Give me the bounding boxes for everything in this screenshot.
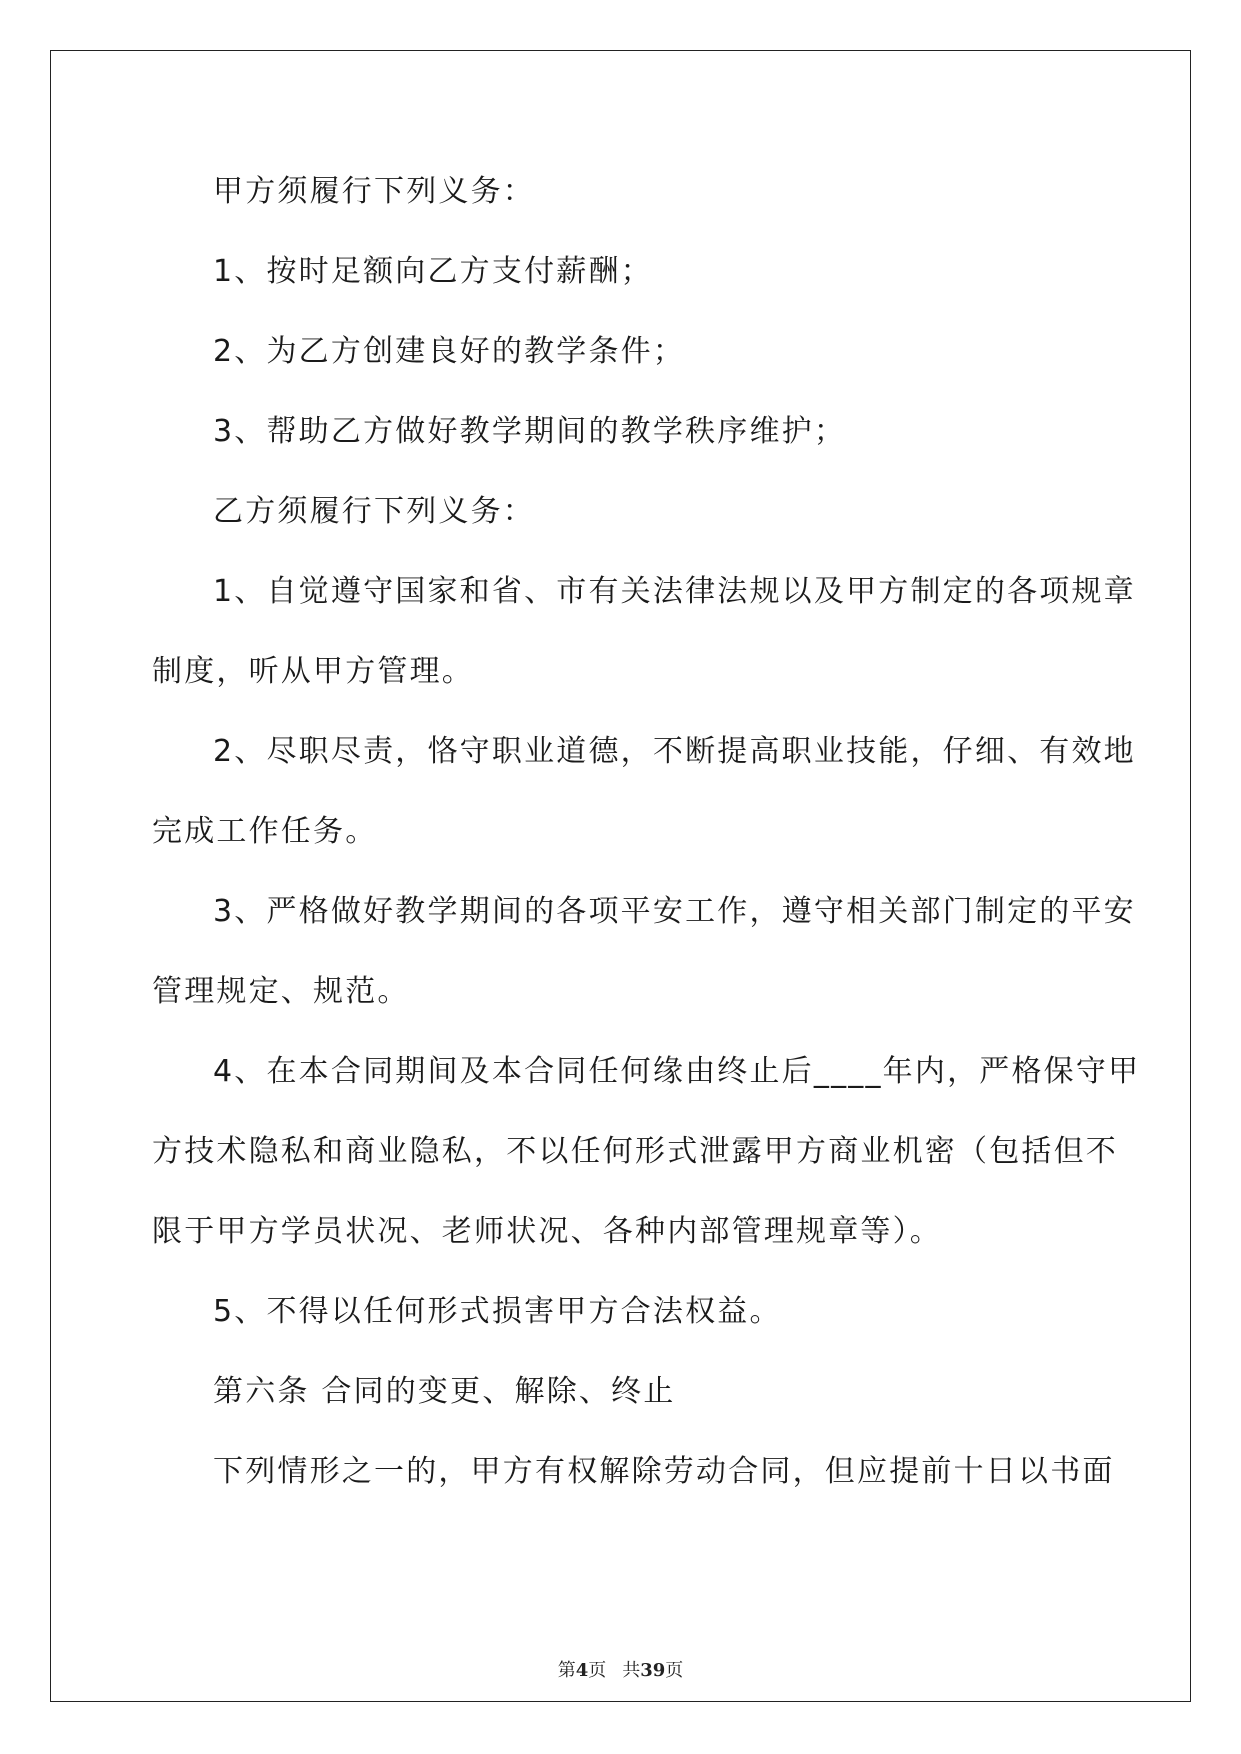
paragraph-line: 3、严格做好教学期间的各项平安工作，遵守相关部门制定的平安: [213, 894, 1136, 929]
footer-total-pages: 39: [640, 1660, 666, 1681]
footer-page-prefix: 第: [557, 1660, 576, 1681]
paragraph-line: 完成工作任务。: [152, 814, 378, 849]
paragraph-line: 3、帮助乙方做好教学期间的教学秩序维护；: [213, 414, 847, 449]
footer-total-prefix: 共: [622, 1660, 641, 1681]
paragraph-line: 制度，听从甲方管理。: [152, 654, 474, 689]
paragraph-line: 1、按时足额向乙方支付薪酬；: [213, 254, 653, 289]
paragraph-line: 下列情形之一的，甲方有权解除劳动合同，但应提前十日以书面: [213, 1454, 1115, 1489]
paragraph-line: 4、在本合同期间及本合同任何缘由终止后____年内，严格保守甲: [213, 1054, 1141, 1089]
paragraph-line: 5、不得以任何形式损害甲方合法权益。: [213, 1294, 782, 1329]
footer-page-number: 4: [575, 1660, 589, 1681]
footer-total-unit: 页: [665, 1660, 684, 1681]
footer-page-unit: 页: [588, 1660, 607, 1681]
paragraph-line: 限于甲方学员状况、老师状况、各种内部管理规章等）。: [152, 1214, 942, 1249]
paragraph-party-b-duties-heading: 乙方须履行下列义务：: [213, 494, 535, 529]
paragraph-line: 方技术隐私和商业隐私，不以任何形式泄露甲方商业机密（包括但不: [152, 1134, 1118, 1169]
page-footer: [0, 1656, 1241, 1682]
paragraph-line: 2、为乙方创建良好的教学条件；: [213, 334, 686, 369]
paragraph-line: 1、自觉遵守国家和省、市有关法律法规以及甲方制定的各项规章: [213, 574, 1136, 609]
paragraph-party-a-duties-heading: 甲方须履行下列义务：: [213, 174, 535, 209]
paragraph-line: 管理规定、规范。: [152, 974, 410, 1009]
section-heading-article-six: 第六条 合同的变更、解除、终止: [213, 1374, 676, 1409]
paragraph-line: 2、尽职尽责，恪守职业道德，不断提高职业技能，仔细、有效地: [213, 734, 1136, 769]
